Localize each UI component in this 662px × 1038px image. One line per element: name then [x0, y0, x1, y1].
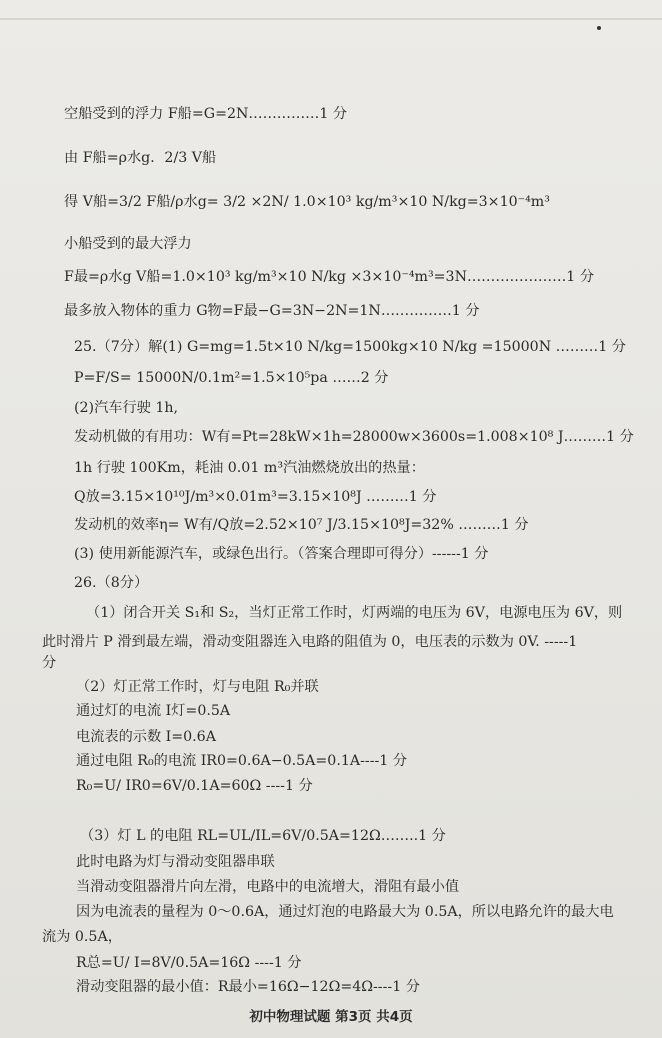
- answer-line-4: 小船受到的最大浮力: [64, 236, 192, 252]
- question-26-line-9: （3）灯 L 的电阻 RL=UL/IL=6V/0.5A=12Ω……..1 分: [80, 828, 446, 844]
- question-25-line-6: Q放=3.15×10¹⁰J/m³×0.01m³=3.15×10⁸J ………1 分: [74, 489, 437, 505]
- question-26-line-3: 分: [42, 655, 57, 671]
- question-26-line-6: 电流表的示数 I=0.6A: [76, 729, 216, 745]
- question-26-line-7: 通过电阻 R₀的电流 IR0=0.6A−0.5A=0.1A----1 分: [76, 753, 408, 769]
- question-25-line-1: 25.（7分）解(1) G=mg=1.5t×10 N/kg=1500kg×10 N/kg =15000N ………1 分: [74, 339, 626, 355]
- question-26-line-2: 此时滑片 P 滑到最左端，滑动变阻器连入电路的阻值为 0，电压表的示数为 0V. -----1: [42, 634, 578, 650]
- answer-line-6: 最多放入物体的重力 G物=F最−G=3N−2N=1N……………1 分: [64, 303, 480, 319]
- question-26-line-11: 当滑动变阻器滑片向左滑，电路中的电流增大，滑阻有最小值: [76, 879, 460, 895]
- question-26-line-4: （2）灯正常工作时，灯与电阻 R₀并联: [76, 679, 319, 695]
- question-25-line-3: (2)汽车行驶 1h,: [74, 400, 179, 416]
- question-25-line-8: (3) 使用新能源汽车，或绿色出行。（答案合理即可得分）------1 分: [74, 546, 489, 562]
- question-26-line-13: 流为 0.5A，: [42, 929, 122, 945]
- question-26-heading: 26.（8分）: [74, 575, 149, 591]
- page-footer: 初中物理试题 第3页 共4页: [249, 1009, 413, 1025]
- question-26-line-15: 滑动变阻器的最小值：R最小=16Ω−12Ω=4Ω----1 分: [76, 979, 420, 995]
- answer-line-1: 空船受到的浮力 F船=G=2N……………1 分: [64, 106, 348, 122]
- question-25-line-2: P=F/S= 15000N/0.1m²=1.5×10⁵pa ……2 分: [74, 370, 389, 386]
- question-25-line-5: 1h 行驶 100Km，耗油 0.01 m³汽油燃烧放出的热量：: [74, 460, 425, 476]
- question-25-line-7: 发动机的效率η= W有/Q放=2.52×10⁷ J/3.15×10⁸J=32% ………1 分: [74, 517, 529, 533]
- page-fold-shadow: [0, 18, 662, 20]
- question-26-line-8: R₀=U/ IR0=6V/0.1A=60Ω ----1 分: [76, 778, 313, 794]
- question-26-line-14: R总=U/ I=8V/0.5A=16Ω ----1 分: [76, 955, 302, 971]
- question-26-line-5: 通过灯的电流 I灯=0.5A: [76, 703, 231, 719]
- question-26-line-1: （1）闭合开关 S₁和 S₂，当灯正常工作时，灯两端的电压为 6V，电源电压为 6V，则: [86, 605, 623, 621]
- question-26-line-10: 此时电路为灯与滑动变阻器串联: [76, 854, 275, 870]
- answer-line-3: 得 V船=3/2 F船/ρ水g= 3/2 ×2N/ 1.0×10³ kg/m³×10 N/kg=3×10⁻⁴m³: [64, 194, 550, 210]
- ink-mark: [597, 26, 601, 30]
- answer-line-2: 由 F船=ρ水g．2/3 V船: [64, 150, 217, 166]
- question-25-line-4: 发动机做的有用功：W有=Pt=28kW×1h=28000w×3600s=1.008×10⁸ J………1 分: [74, 429, 634, 445]
- question-26-line-12: 因为电流表的量程为 0～0.6A，通过灯泡的电路最大为 0.5A，所以电路允许的最大电: [76, 904, 614, 920]
- answer-line-5: F最=ρ水g V船=1.0×10³ kg/m³×10 N/kg ×3×10⁻⁴m³=3N…………………1 分: [64, 269, 595, 285]
